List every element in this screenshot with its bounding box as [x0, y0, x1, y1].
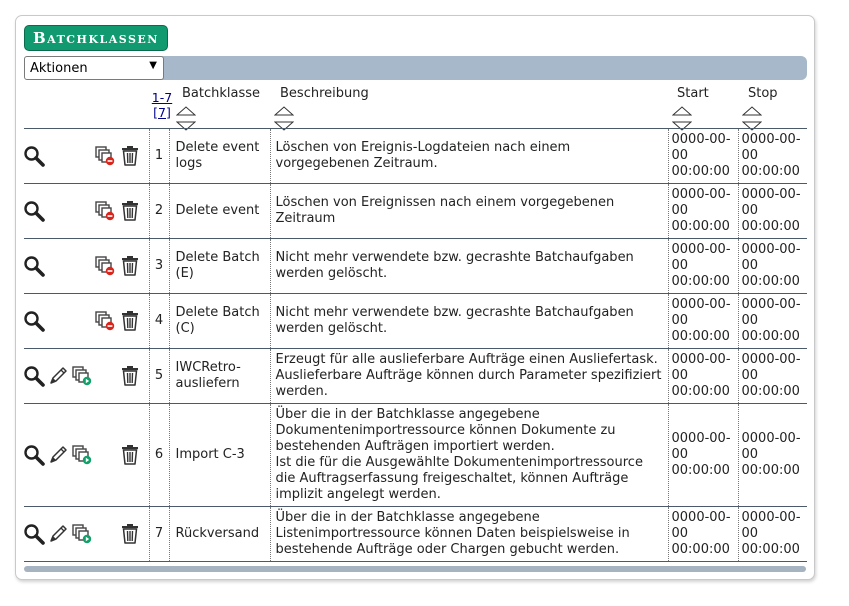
- stop-time: 0000-00-00 00:00:00: [738, 349, 807, 404]
- column-header-start: Start: [677, 86, 709, 101]
- stop-time: 0000-00-00 00:00:00: [738, 239, 807, 294]
- row-actions: [24, 129, 149, 184]
- batch-class-description: Erzeugt für alle auslieferbare Aufträge einen Ausliefertask. Auslieferbare Aufträge können durch Parameter spezifiziert werden.: [270, 349, 668, 404]
- batch-class-description: Über die in der Batchklasse angegebene Listenimportressource können Daten beispielsweise in bestehende Aufträge oder Chargen gebucht werden.: [270, 507, 668, 562]
- trash-icon[interactable]: [119, 365, 141, 387]
- batch-class-name: Rückversand: [169, 507, 270, 562]
- stop-time: 0000-00-00 00:00:00: [738, 129, 807, 184]
- magnifier-icon[interactable]: [23, 145, 45, 167]
- table-row: [24, 184, 807, 239]
- stop-time: 0000-00-00 00:00:00: [738, 294, 807, 349]
- panel-footer-bar: [24, 566, 806, 572]
- batchklassen-panel: [15, 15, 815, 580]
- trash-icon[interactable]: [119, 523, 141, 545]
- batch-class-description: Über die in der Batchklasse angegebene Dokumentenimportressource können Dokumente zu bestehenden Aufträgen importiert werden. Ist die für die Ausgewählte Dokumentenimportressource die Auftragserfassung freigeschaltet, können Aufträge implizit angelegt werden.: [270, 404, 668, 507]
- actions-select[interactable]: [24, 56, 164, 80]
- start-time: 0000-00-00 00:00:00: [668, 239, 738, 294]
- page-title: Batchklassen: [24, 25, 168, 51]
- start-time: 0000-00-00 00:00:00: [668, 294, 738, 349]
- toolbar: [24, 56, 807, 80]
- batch-class-description: Löschen von Ereignis-Logdateien nach einem vorgegebenen Zeitraum.: [270, 129, 668, 184]
- trash-icon[interactable]: [119, 444, 141, 466]
- table-row: [24, 507, 807, 562]
- trash-icon[interactable]: [119, 145, 141, 167]
- batch-class-name: IWCRetro-ausliefern: [169, 349, 270, 404]
- batch-class-description: Löschen von Ereignissen nach einem vorgegebenen Zeitraum: [270, 184, 668, 239]
- batch-class-name: Delete Batch (E): [169, 239, 270, 294]
- table-row: [24, 404, 807, 507]
- pencil-icon[interactable]: [47, 365, 69, 387]
- trash-icon[interactable]: [119, 255, 141, 277]
- copy-remove-icon[interactable]: [94, 145, 116, 167]
- copy-remove-icon[interactable]: [94, 255, 116, 277]
- batch-class-description: Nicht mehr verwendete bzw. gecrashte Batchaufgaben werden gelöscht.: [270, 239, 668, 294]
- range-link[interactable]: 1-7: [151, 90, 173, 105]
- copy-add-icon[interactable]: [71, 444, 93, 466]
- row-actions: [24, 294, 149, 349]
- sort-description: [274, 105, 318, 117]
- stop-time: 0000-00-00 00:00:00: [738, 507, 807, 562]
- row-number: 4: [149, 294, 169, 349]
- sort-stop: [742, 105, 786, 117]
- magnifier-icon[interactable]: [23, 523, 45, 545]
- start-time: 0000-00-00 00:00:00: [668, 349, 738, 404]
- count-link[interactable]: [7]: [153, 105, 171, 120]
- row-actions: [24, 349, 149, 404]
- row-range: [150, 90, 174, 120]
- magnifier-icon[interactable]: [23, 200, 45, 222]
- pencil-icon[interactable]: [47, 523, 69, 545]
- table-row: [24, 294, 807, 349]
- trash-icon[interactable]: [119, 200, 141, 222]
- row-number: 5: [149, 349, 169, 404]
- copy-remove-icon[interactable]: [94, 200, 116, 222]
- actions-select-value: Aktionen: [30, 61, 88, 76]
- row-number: 6: [149, 404, 169, 507]
- batch-class-name: Delete Batch (C): [169, 294, 270, 349]
- row-actions: [24, 507, 149, 562]
- row-actions: [24, 184, 149, 239]
- row-actions: [24, 404, 149, 507]
- pencil-icon[interactable]: [47, 444, 69, 466]
- row-number: 3: [149, 239, 169, 294]
- copy-remove-icon[interactable]: [94, 310, 116, 332]
- sort-up-icon[interactable]: [672, 106, 692, 116]
- stop-time: 0000-00-00 00:00:00: [738, 184, 807, 239]
- magnifier-icon[interactable]: [23, 310, 45, 332]
- magnifier-icon[interactable]: [23, 365, 45, 387]
- batch-class-description: Nicht mehr verwendete bzw. gecrashte Batchaufgaben werden gelöscht.: [270, 294, 668, 349]
- copy-add-icon[interactable]: [71, 523, 93, 545]
- stop-time: 0000-00-00 00:00:00: [738, 404, 807, 507]
- row-number: 2: [149, 184, 169, 239]
- sort-name: [176, 105, 220, 117]
- table-row: [24, 129, 807, 184]
- batch-table: [24, 128, 807, 562]
- sort-up-icon[interactable]: [742, 106, 762, 116]
- row-actions: [24, 239, 149, 294]
- copy-add-icon[interactable]: [71, 365, 93, 387]
- sort-start: [672, 105, 716, 117]
- table-row: [24, 239, 807, 294]
- batch-class-name: Import C-3: [169, 404, 270, 507]
- start-time: 0000-00-00 00:00:00: [668, 404, 738, 507]
- trash-icon[interactable]: [119, 310, 141, 332]
- table-row: [24, 349, 807, 404]
- magnifier-icon[interactable]: [23, 255, 45, 277]
- batch-class-name: Delete event: [169, 184, 270, 239]
- column-header-name: Batchklasse: [182, 86, 261, 101]
- start-time: 0000-00-00 00:00:00: [668, 129, 738, 184]
- magnifier-icon[interactable]: [23, 444, 45, 466]
- row-number: 1: [149, 129, 169, 184]
- batch-class-name: Delete event logs: [169, 129, 270, 184]
- row-number: 7: [149, 507, 169, 562]
- start-time: 0000-00-00 00:00:00: [668, 184, 738, 239]
- column-header-stop: Stop: [748, 86, 778, 101]
- sort-up-icon[interactable]: [274, 106, 294, 116]
- start-time: 0000-00-00 00:00:00: [668, 507, 738, 562]
- column-header-description: Beschreibung: [280, 86, 369, 101]
- sort-up-icon[interactable]: [176, 106, 196, 116]
- chevron-down-icon: ▼: [149, 60, 157, 71]
